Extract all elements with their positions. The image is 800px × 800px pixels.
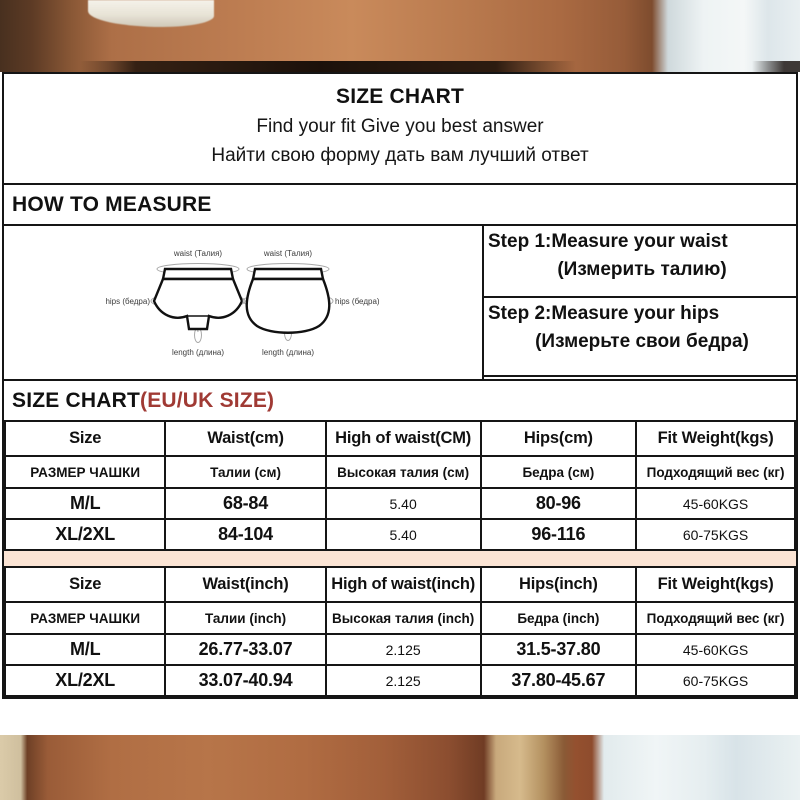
inch-header-size: Size — [5, 567, 165, 602]
cm-ml-hips: 80-96 — [481, 488, 637, 519]
inch-xl-hips: 37.80-45.67 — [481, 665, 637, 696]
size-table-cm — [4, 420, 796, 551]
inch-row-ml — [5, 634, 795, 665]
size-chart-panel — [0, 72, 800, 735]
step-1-title: Step 1:Measure your waist — [488, 231, 728, 252]
cm-header-hips: Hips(cm) — [481, 421, 637, 456]
how-to-measure-heading: HOW TO MEASURE — [4, 185, 796, 226]
cm-header-waist-ru: Талии (см) — [165, 456, 325, 488]
inch-header-high-waist-ru: Высокая талия (inch) — [326, 602, 481, 634]
cm-xl-hips: 96-116 — [481, 519, 637, 550]
size-chart-heading — [4, 381, 796, 420]
measure-section — [4, 226, 796, 381]
cm-ml-size: M/L — [5, 488, 165, 519]
cm-header-size: Size — [5, 421, 165, 456]
inch-header-size-ru: РАЗМЕР ЧАШКИ — [5, 602, 165, 634]
hips-label-front: hips (бедра) — [105, 296, 150, 306]
step-2-title: Step 2:Measure your hips — [488, 303, 720, 324]
measure-diagram — [4, 226, 482, 379]
step-1-subtitle: (Измерить талию) — [557, 259, 727, 280]
inch-header-weight-ru: Подходящий вес (кг) — [636, 602, 795, 634]
inch-header-hips-ru: Бедра (inch) — [481, 602, 637, 634]
inch-header-waist-ru: Талии (inch) — [165, 602, 325, 634]
size-table-inch — [4, 566, 796, 697]
inch-header-row-ru — [5, 602, 795, 634]
panty-front-figure — [151, 263, 245, 342]
length-label-front: length (длина) — [171, 347, 225, 357]
inch-header-high-waist: High of waist(inch) — [326, 567, 481, 602]
inch-ml-waist: 26.77-33.07 — [165, 634, 325, 665]
cm-xl-high-waist: 5.40 — [326, 519, 481, 550]
inch-xl-high-waist: 2.125 — [326, 665, 481, 696]
inch-xl-size: XL/2XL — [5, 665, 165, 696]
inch-ml-size: M/L — [5, 634, 165, 665]
cm-header-waist: Waist(cm) — [165, 421, 325, 456]
waist-label-front: waist (Талия) — [173, 248, 223, 258]
cm-header-size-ru: РАЗМЕР ЧАШКИ — [5, 456, 165, 488]
panties-diagram-svg — [88, 242, 398, 364]
inch-ml-high-waist: 2.125 — [326, 634, 481, 665]
inch-header-row-en — [5, 567, 795, 602]
cm-header-weight: Fit Weight(kgs) — [636, 421, 795, 456]
white-garment — [88, 0, 214, 27]
inch-ml-hips: 31.5-37.80 — [481, 634, 637, 665]
waist-label-back: waist (Талия) — [263, 248, 313, 258]
cm-header-row-ru — [5, 456, 795, 488]
inch-xl-weight: 60-75KGS — [636, 665, 795, 696]
subtitle-ru: Найти свою форму дать вам лучший ответ — [211, 145, 589, 166]
cm-header-weight-ru: Подходящий вес (кг) — [636, 456, 795, 488]
cm-ml-high-waist: 5.40 — [326, 488, 481, 519]
cm-ml-waist: 68-84 — [165, 488, 325, 519]
step-1-box — [484, 226, 796, 298]
photo-top-model-torso — [0, 0, 800, 72]
cm-xl-weight: 60-75KGS — [636, 519, 795, 550]
separator-band — [4, 551, 796, 566]
panel-border — [2, 72, 798, 699]
inch-ml-weight: 45-60KGS — [636, 634, 795, 665]
hips-label-back: hips (бедра) — [335, 296, 380, 306]
cm-header-high-waist: High of waist(CM) — [326, 421, 481, 456]
cm-row-xl2xl — [5, 519, 795, 550]
intro-section — [4, 74, 796, 185]
cm-header-row-en — [5, 421, 795, 456]
page-title: SIZE CHART — [336, 85, 464, 108]
subtitle-en: Find your fit Give you best answer — [256, 116, 544, 137]
cm-xl-size: XL/2XL — [5, 519, 165, 550]
inch-header-weight: Fit Weight(kgs) — [636, 567, 795, 602]
inch-header-hips: Hips(inch) — [481, 567, 637, 602]
step-2-subtitle: (Измерьте свои бедра) — [535, 331, 749, 352]
length-label-back: length (длина) — [261, 347, 315, 357]
size-chart-heading-black: SIZE CHART — [12, 389, 140, 412]
size-chart-heading-red: (EU/UK SIZE) — [140, 389, 275, 412]
cm-header-hips-ru: Бедра (см) — [481, 456, 637, 488]
step-2-box — [484, 298, 796, 377]
cm-xl-waist: 84-104 — [165, 519, 325, 550]
panty-back-figure — [243, 263, 333, 340]
inch-xl-waist: 33.07-40.94 — [165, 665, 325, 696]
inch-header-waist: Waist(inch) — [165, 567, 325, 602]
cm-ml-weight: 45-60KGS — [636, 488, 795, 519]
photo-bottom-model-legs — [0, 735, 800, 800]
inch-row-xl2xl — [5, 665, 795, 696]
cm-header-high-waist-ru: Высокая талия (см) — [326, 456, 481, 488]
measure-steps — [482, 226, 796, 379]
cm-row-ml — [5, 488, 795, 519]
photo-shadow — [0, 61, 800, 72]
